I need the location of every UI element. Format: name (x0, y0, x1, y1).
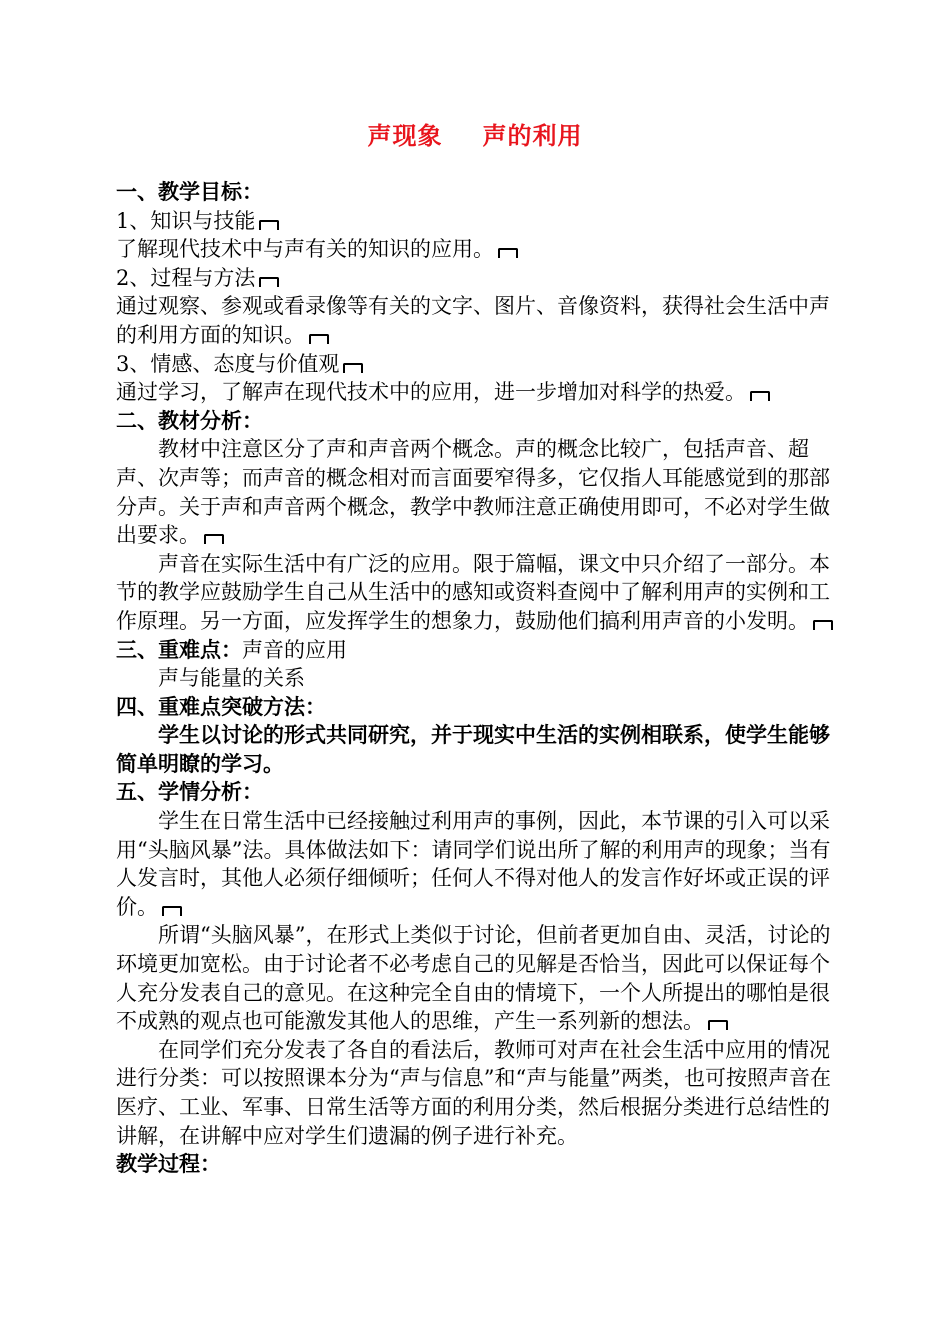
paragraph-material-2: 声音在实际生活中有广泛的应用。限于篇幅，课文中只介绍了一部分。本节的教学应鼓励学生自己从生活中的感知或资料查阅中了解利用声的实例和工作原理。另一方面，应发挥学生的想象力，鼓励他们搞利用声音的小发明。 (116, 550, 836, 636)
key-point-2: 声与能量的关系 (158, 666, 305, 691)
paragraph-emotion: 通过学习，了解声在现代技术中的应用，进一步增加对科学的热爱。 (116, 378, 836, 407)
section-heading-3: 三、重难点：声音的应用 (116, 636, 347, 662)
key-point-1: 声音的应用 (242, 637, 347, 662)
section-heading-6: 教学过程： (116, 1151, 221, 1177)
section-heading-4: 四、重难点突破方法： (116, 693, 326, 719)
paragraph-method: 学生以讨论的形式共同研究，并于现实中生活的实例相联系，使学生能够简单明瞭的学习。 (116, 722, 830, 776)
title-right: 声的利用 (482, 121, 583, 150)
return-mark-icon (204, 532, 224, 544)
return-mark-icon (813, 618, 833, 630)
paragraph-student-3: 在同学们充分发表了各自的看法后，教师可对声在社会生活中应用的情况进行分类：可以按照课本分为“声与信息”和“声与能量”两类，也可按照声音在医疗、工业、军事、日常生活等方面的利用分类，然后根据分类进行总结性的讲解，在讲解中应对学生们遗漏的例子进行补充。 (116, 1037, 831, 1148)
paragraph-student-1: 学生在日常生活中已经接触过利用声的事例，因此，本节课的引入可以采用“头脑风暴”法。具体做法如下：请同学们说出所了解的利用声的现象；当有人发言时，其他人必须仔细倾听；任何人不得对他人的发言作好坏或正误的评价。 (116, 809, 831, 919)
section-heading-5: 五、学情分析： (116, 779, 263, 805)
return-mark-icon (259, 218, 279, 230)
return-mark-icon (343, 361, 363, 373)
subheading-knowledge: 1、知识与技能 (116, 207, 836, 236)
return-mark-icon (162, 904, 182, 916)
paragraph-process: 通过观察、参观或看录像等有关的文字、图片、音像资料，获得社会生活中声的利用方面的知识。 (116, 294, 830, 347)
return-mark-icon (498, 246, 518, 258)
section-heading-1: 一、教学目标： (116, 179, 263, 204)
return-mark-icon (259, 275, 279, 287)
return-mark-icon (750, 389, 770, 401)
subheading-process: 2、过程与方法 (116, 264, 836, 293)
paragraph-material-1: 教材中注意区分了声和声音两个概念。声的概念比较广，包括声音、超声、次声等；而声音的概念相对而言面要窄得多，它仅指人耳能感觉到的那部分声。关于声和声音两个概念，教学中教师注意正确使用即可，不必对学生做出要求。 (116, 437, 830, 548)
return-mark-icon (309, 332, 329, 344)
document-body (116, 178, 836, 1179)
return-mark-icon (708, 1018, 728, 1030)
page-title (0, 116, 950, 151)
paragraph-knowledge: 了解现代技术中与声有关的知识的应用。 (116, 235, 836, 264)
section-heading-2: 二、教材分析： (116, 407, 263, 433)
title-left: 声现象 (367, 121, 443, 150)
paragraph-student-2: 所谓“头脑风暴”，在形式上类似于讨论，但前者更加自由、灵活，讨论的环境更加宽松。由于讨论者不必考虑自己的见解是否恰当，因此可以保证每个人充分发表自己的意见。在这种完全自由的情境下，一个人所提出的哪怕是很不成熟的观点也可能激发其他人的思维，产生一系列新的想法。 (116, 923, 831, 1034)
subheading-emotion: 3、情感、态度与价值观 (116, 350, 836, 379)
